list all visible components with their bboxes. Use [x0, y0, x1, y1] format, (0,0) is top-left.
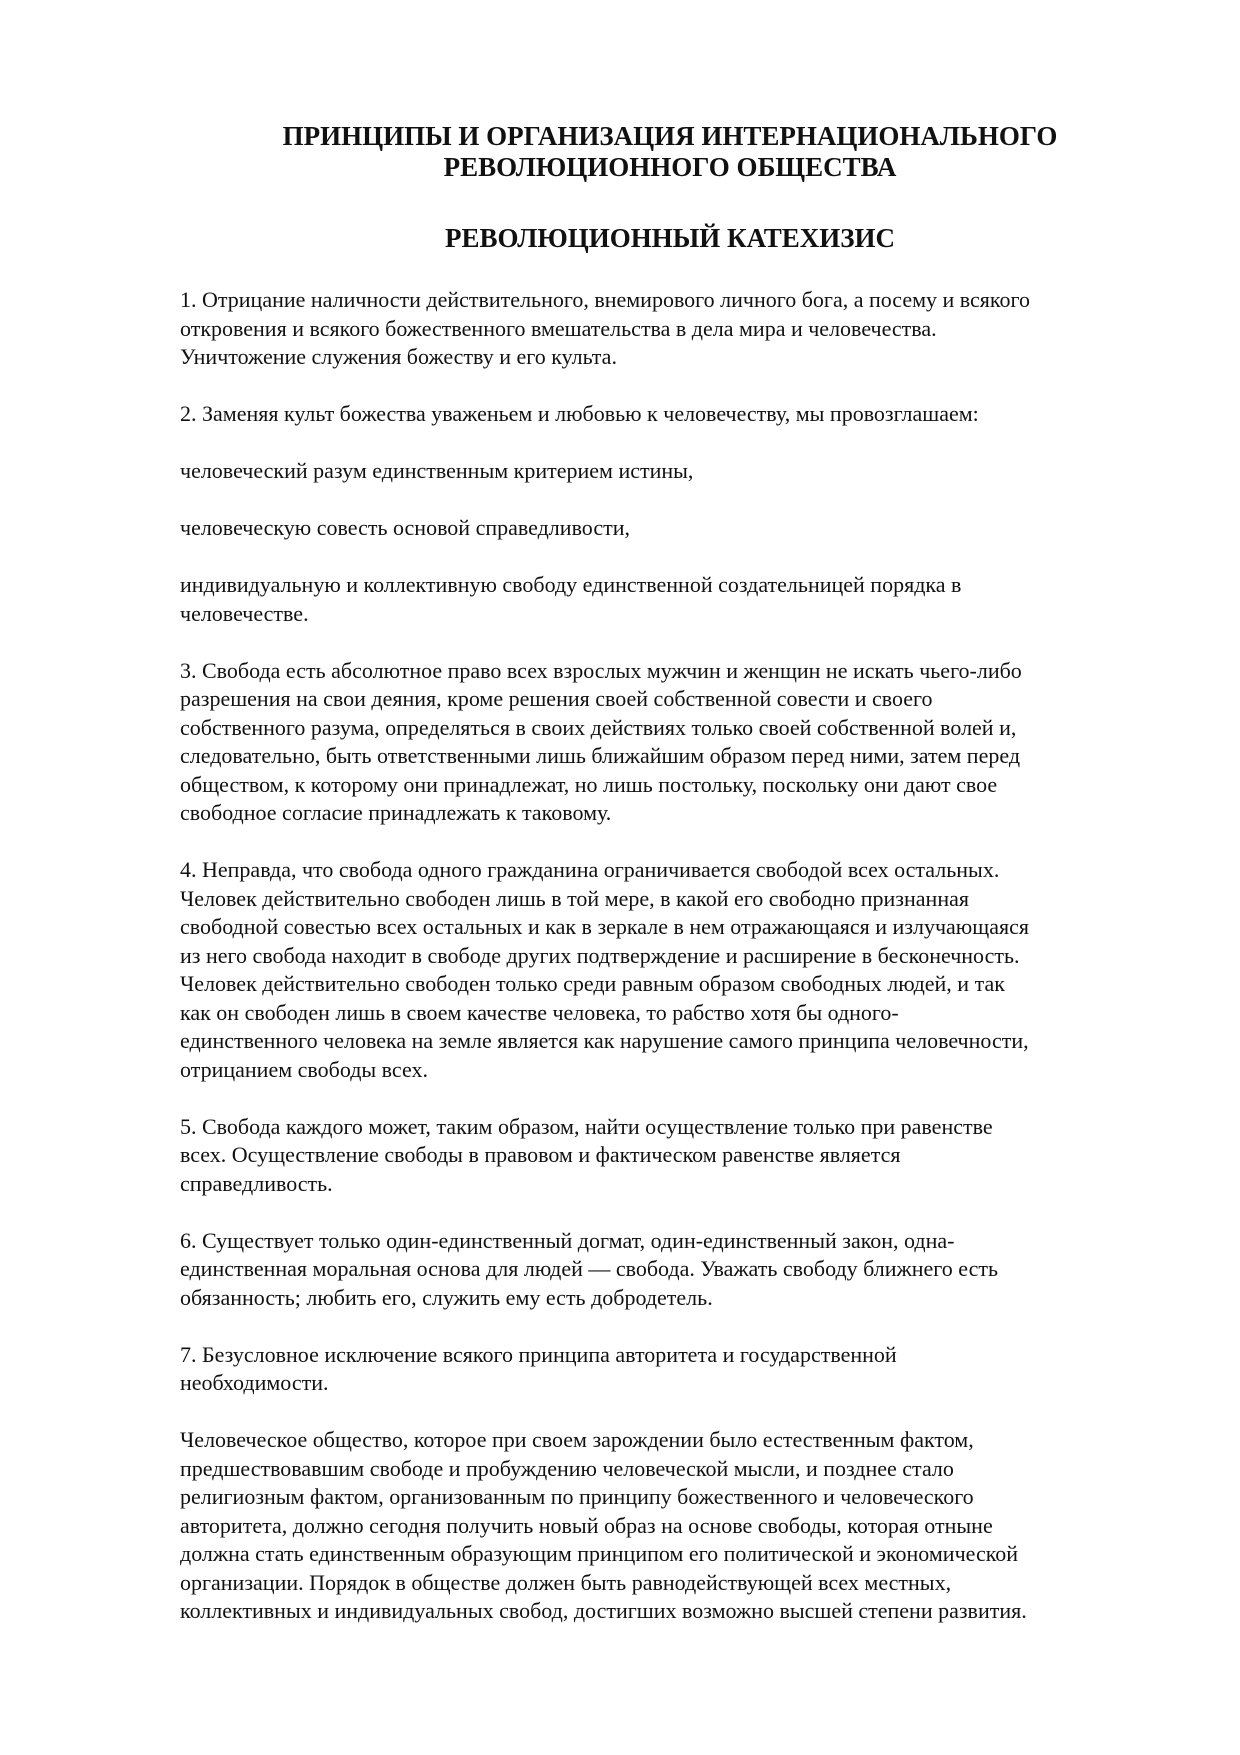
paragraph-conscience: человеческую совесть основой справедливости, [180, 515, 631, 540]
document-title-line-1: ПРИНЦИПЫ И ОРГАНИЗАЦИЯ ИНТЕРНАЦИОНАЛЬНОГО [282, 121, 1058, 151]
document-title [180, 121, 1160, 183]
paragraph-4: 4. Неправда, что свобода одного гражданина ограничивается свободой всех остальных. Человек действительно свободен лишь в той мере, в какой его свободно признанная свободной совестью всех остальных и как в зеркале в нем отражающаяся и излучающаяся из него свобода находит в свободе других подтверждение и расширение в бесконечность. Человек действительно свободен только среди равным образом свободных людей, и так как он свободен лишь в своем качестве человека, то рабство хотя бы одного- единственного человека на земле является как нарушение самого принципа человечности, отрицанием свободы всех. [180, 857, 1029, 1082]
paragraph-2: 2. Заменяя культ божества уваженьем и любовью к человечеству, мы провозглашаем: [180, 401, 979, 426]
paragraph-7: 7. Безусловное исключение всякого принципа авторитета и государственной необходимости. [180, 1341, 897, 1395]
document-subtitle: РЕВОЛЮЦИОННЫЙ КАТЕХИЗИС [445, 223, 895, 253]
paragraph-society: Человеческое общество, которое при своем зарождении было естественным фактом, предшествовавшим свободе и пробуждению человеческой мысли, и позднее стало религиозным фактом, организованным по принципу божественного и человеческого авторитета, должно сегодня получить новый образ на основе свободы, которая отныне должна стать единственным образующим принципом его политической и экономической организации. Порядок в обществе должен быть равнодействующей всех местных, коллективных и индивидуальных свобод, достигших возможно высшей степени развития. [180, 1427, 1027, 1623]
paragraph-6: 6. Существует только один-единственный догмат, один-единственный закон, одна- единственная моральная основа для людей — свобода. Уважать свободу ближнего есть обязанность; любить его, служить ему есть добродетель. [180, 1227, 998, 1310]
document-body [180, 286, 1170, 1626]
paragraph-1: 1. Отрицание наличности действительного, внемирового личного бога, а посему и всякого откровения и всякого божественного вмешательства в дела мира и человечества. Уничтожение служения божеству и его культа. [180, 287, 1030, 369]
paragraph-3: 3. Свобода есть абсолютное право всех взрослых мужчин и женщин не искать чьего-либо разрешения на свои деяния, кроме решения своей собственной совести и своего собственного разума, определяться в своих действиях только своей собственной волей и, следовательно, быть ответственными лишь ближайшим образом перед ними, затем перед обществом, к которому они принадлежат, но лишь постольку, поскольку они дают свое свободное согласие принадлежать к таковому. [180, 657, 1022, 825]
paragraph-5: 5. Свобода каждого может, таким образом, найти осуществление только при равенстве всех. Осуществление свободы в правовом и фактическом равенстве является справедливость. [180, 1113, 993, 1196]
document-title-line-2: РЕВОЛЮЦИОННОГО ОБЩЕСТВА [443, 152, 897, 182]
paragraph-freedom-order: индивидуальную и коллективную свободу единственной создательницей порядка в человечестве. [180, 572, 962, 626]
paragraph-reason: человеческий разум единственным критерием истины, [180, 458, 694, 483]
